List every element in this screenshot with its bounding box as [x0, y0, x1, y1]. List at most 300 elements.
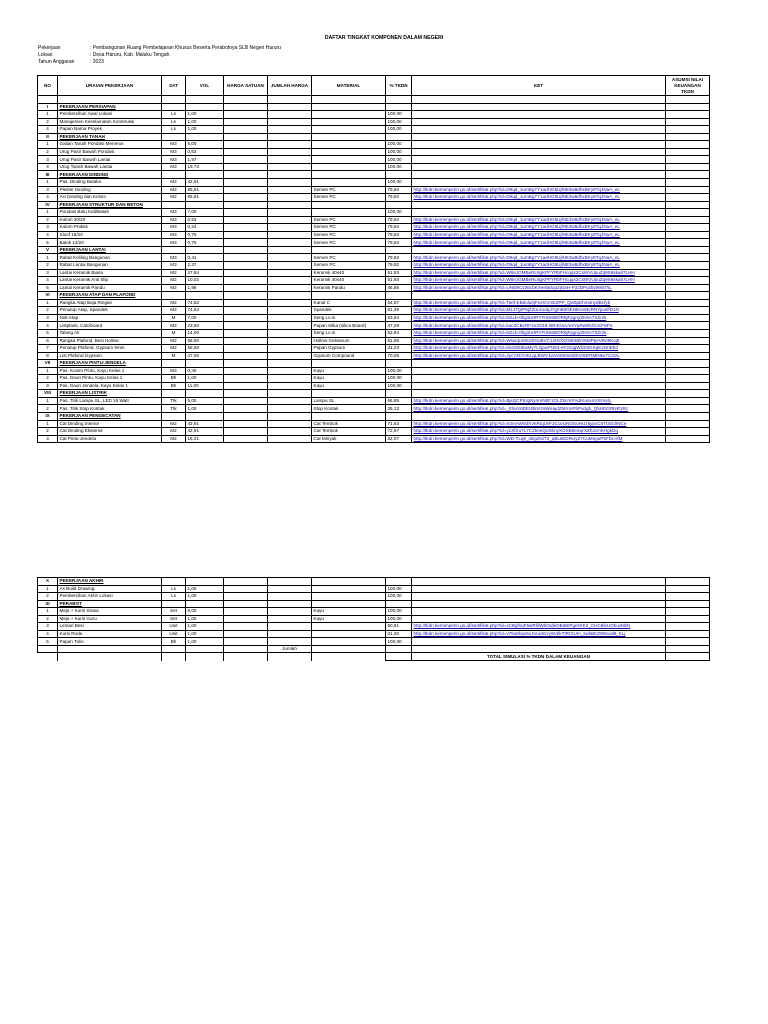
cell-no: I — [38, 103, 58, 111]
cell-vol: 58,50 — [186, 337, 224, 345]
cell-jumlah-harga — [268, 179, 312, 187]
section-row — [38, 292, 710, 300]
cell-tkdn: 100,00 — [386, 585, 412, 593]
cell-uraian: PEKERJAAN PENGECATAN — [58, 412, 162, 420]
cell-material — [312, 201, 386, 209]
cell-jumlah-harga — [268, 126, 312, 134]
table-row — [38, 163, 710, 171]
cell-tkdn — [386, 600, 412, 608]
cell-no: 3 — [38, 224, 58, 232]
cell-harga-satuan — [224, 600, 268, 608]
cell-harga-satuan — [224, 578, 268, 586]
cell-tkdn: 64,67 — [386, 299, 412, 307]
cell-harga-satuan — [224, 375, 268, 383]
cell-ket — [412, 103, 666, 111]
cell-jumlah-harga — [268, 390, 312, 398]
cell-asumsi — [666, 307, 710, 315]
cell-tkdn — [386, 412, 412, 420]
cell-ket — [412, 638, 666, 646]
cell-jumlah-harga — [268, 216, 312, 224]
cell-uraian: Kursi Roda — [58, 630, 162, 638]
cell-no: 2 — [38, 405, 58, 413]
certificate-link[interactable]: http://tkdn.kemenperin.go.id/sertifikat.php?id=W8eJGMBeRL8gKPFYRbFHcqqs2CsWVUpuZq9S6ska67LHH — [413, 277, 635, 283]
cell-ket — [412, 118, 666, 126]
section-row — [38, 578, 710, 586]
cell-jumlah-harga — [268, 307, 312, 315]
cell-ket — [412, 322, 666, 330]
cell-sat: M — [162, 352, 186, 360]
cell-sat: M3 — [162, 224, 186, 232]
cell-ket — [412, 360, 666, 368]
cell-tkdn: 60,81 — [386, 623, 412, 631]
cell-harga-satuan — [224, 231, 268, 239]
cell-no: 6 — [38, 337, 58, 345]
cell-vol: 42,91 — [186, 428, 224, 436]
table-row — [38, 630, 710, 638]
tkdn-table-second — [37, 577, 710, 661]
cell-jumlah-harga — [268, 292, 312, 300]
table-row — [38, 352, 710, 360]
cell-asumsi — [666, 292, 710, 300]
section-row — [38, 600, 710, 608]
cell-vol: 85,81 — [186, 194, 224, 202]
certificate-link[interactable]: http://tkdn.kemenperin.go.id/sertifikat.php?id=D9qd_1umBg7Y1adHG8UjlNE3w8dhxBrry8TqJNaA_eL — [413, 262, 620, 268]
cell-vol: 74,62 — [186, 299, 224, 307]
col-header-vol: VOL — [186, 76, 224, 96]
cell-no: 1 — [38, 209, 58, 217]
table-row — [38, 585, 710, 593]
cell-sat: Bh — [162, 638, 186, 646]
cell-tkdn: 51,93 — [386, 277, 412, 285]
certificate-link[interactable]: http://tkdn.kemenperin.go.id/sertifikat.php?id=UNi05Cv36cbKXeela0qu2jGaH-P3JDPuzbvlWii07iL — [413, 284, 612, 290]
cell-ket — [412, 148, 666, 156]
cell-ket — [412, 329, 666, 337]
cell-harga-satuan — [224, 209, 268, 217]
cell-harga-satuan — [224, 201, 268, 209]
cell-jumlah-harga — [268, 103, 312, 111]
cell-harga-satuan — [224, 299, 268, 307]
table-row — [38, 111, 710, 119]
cell-vol — [186, 360, 224, 368]
cell-harga-satuan — [224, 148, 268, 156]
cell-no: VI — [38, 292, 58, 300]
cell-uraian: Kolom 20/20 — [58, 216, 162, 224]
meta-lokasi: Lokasi : Desa Haruru, Kab. Maluku Tengah — [38, 52, 170, 58]
cell-ket — [412, 126, 666, 134]
certificate-link[interactable]: http://tkdn.kemenperin.go.id/sertifikat.php?id=D9qd_1umBg7Y1adHG8UjlNE3w8dhxBrry8TqJNaA_eL — [413, 231, 620, 237]
cell-jumlah-harga — [268, 163, 312, 171]
certificate-link[interactable]: http://tkdn.kemenperin.go.id/sertifikat.php?id=D9qd_1umBg7Y1adHG8UjlNE3w8dhxBrry8TqJNaA_eL — [413, 239, 620, 245]
cell-tkdn — [386, 360, 412, 368]
table-row — [38, 345, 710, 353]
cell-sat — [162, 133, 186, 141]
cell-no: 5 — [38, 638, 58, 646]
cell-harga-satuan — [224, 171, 268, 179]
cell-tkdn: 100,00 — [386, 163, 412, 171]
cell-no: 2 — [38, 593, 58, 601]
cell-harga-satuan — [224, 126, 268, 134]
certificate-link[interactable]: http://tkdn.kemenperin.go.id/sertifikat.php?id=bGLb-0bg1bHRYFr6S6BOR6jFpgnyZK9A7SZrzk — [413, 314, 607, 320]
certificate-link[interactable]: http://tkdn.kemenperin.go.id/sertifikat.php?id=_E5uX6DEUBmIzsWiHqdZMYmPbPvdgb_Q5HDGRNR1Rc — [413, 405, 629, 411]
certificate-link[interactable]: http://tkdn.kemenperin.go.id/sertifikat.php?id=D9qd_1umBg7Y1adHG8UjlNE3w8dhxBrry8TqJNaA_eL — [413, 254, 620, 260]
cell-asumsi — [666, 329, 710, 337]
cell-vol: 0,75 — [186, 231, 224, 239]
certificate-link[interactable]: http://tkdn.kemenperin.go.id/sertifikat.php?id=bGLb-0bg1bHRYFr6S6BOR6jFpgnyZK9A7SZrzk — [413, 330, 607, 336]
cell-ket — [412, 352, 666, 360]
cell-ket — [412, 615, 666, 623]
cell-harga-satuan — [224, 615, 268, 623]
cell-jumlah-harga — [268, 201, 312, 209]
table-header-spacer — [38, 96, 710, 104]
cell-no: VII — [38, 360, 58, 368]
cell-material — [312, 623, 386, 631]
cell-tkdn — [386, 292, 412, 300]
cell-sat: M2 — [162, 420, 186, 428]
cell-no: VIII — [38, 390, 58, 398]
table-header-row — [38, 76, 710, 96]
cell-uraian: Nok Atap — [58, 314, 162, 322]
certificate-link[interactable]: http://tkdn.kemenperin.go.id/sertifikat.php?id=S4mAW0dXVkRIqUvF2CuvUNOSuHUz5ypcC6TI3GdINCe — [413, 420, 627, 426]
cell-tkdn: 79,92 — [386, 194, 412, 202]
cell-sat: Ttk — [162, 397, 186, 405]
cell-asumsi — [666, 615, 710, 623]
cell-vol: 74,62 — [186, 307, 224, 315]
cell-asumsi — [666, 194, 710, 202]
cell-tkdn: 100,00 — [386, 126, 412, 134]
cell-tkdn: 79,92 — [386, 186, 412, 194]
cell-sat: Set — [162, 615, 186, 623]
certificate-link[interactable]: http://tkdn.kemenperin.go.id/sertifikat.php?id=WD-TLq8_oEgZsiiT2_qBLkEDRUyZ7CuMeguP5FDcAfM — [413, 435, 623, 441]
table-row — [38, 254, 710, 262]
cell-asumsi — [666, 269, 710, 277]
cell-asumsi — [666, 118, 710, 126]
table-row — [38, 179, 710, 187]
cell-sat: M2 — [162, 428, 186, 436]
cell-sat: M2 — [162, 194, 186, 202]
cell-sat: M3 — [162, 239, 186, 247]
cell-vol: 1,00 — [186, 111, 224, 119]
cell-sat — [162, 412, 186, 420]
cell-uraian: PEKERJAAN STRUKTUR DAN BETON — [58, 201, 162, 209]
cell-no: XI — [38, 600, 58, 608]
table-row — [38, 397, 710, 405]
cell-asumsi — [666, 148, 710, 156]
cell-jumlah-harga — [268, 186, 312, 194]
cell-harga-satuan — [224, 608, 268, 616]
cell-tkdn — [386, 201, 412, 209]
cell-sat: M — [162, 329, 186, 337]
cell-no: 3 — [38, 435, 58, 443]
cell-sat — [162, 103, 186, 111]
cell-no: 8 — [38, 352, 58, 360]
cell-material: Kayu — [312, 615, 386, 623]
table-row — [38, 148, 710, 156]
certificate-link[interactable]: http://tkdn.kemenperin.go.id/sertifikat.php?id=2yc74k7HKLqLBWV1wVn5WSe5lXVr8ZFtMD6w7Ci2zL — [413, 352, 620, 358]
cell-harga-satuan — [224, 284, 268, 292]
certificate-link[interactable]: http://tkdn.kemenperin.go.id/sertifikat.php?id=BjsQCP5JgNy4nrN0F1GLZ5crKFAdIKusvnVSIrsvlL — [413, 398, 612, 403]
cell-tkdn: 100,00 — [386, 141, 412, 149]
cell-tkdn: 100,00 — [386, 382, 412, 390]
cell-uraian: PEKERJAAN AKHIR — [58, 578, 162, 586]
cell-sat: M2 — [162, 307, 186, 315]
cell-material: Semen PC — [312, 254, 386, 262]
cell-asumsi — [666, 578, 710, 586]
cell-vol: 1,98 — [186, 284, 224, 292]
cell-material: Kayu — [312, 375, 386, 383]
cell-jumlah-harga — [268, 405, 312, 413]
cell-asumsi — [666, 314, 710, 322]
cell-jumlah-harga — [268, 277, 312, 285]
cell-vol: 2,37 — [186, 262, 224, 270]
cell-no: X — [38, 578, 58, 586]
cell-vol — [186, 578, 224, 586]
cell-jumlah-harga — [268, 314, 312, 322]
col-header-material: MATERIAL — [312, 76, 386, 96]
total-row — [38, 653, 710, 661]
cell-asumsi — [666, 428, 710, 436]
cell-jumlah-harga — [268, 638, 312, 646]
cell-material: Semen PC — [312, 186, 386, 194]
cell-sat: M2 — [162, 435, 186, 443]
cell-tkdn: 100,00 — [386, 367, 412, 375]
cell-ket — [412, 216, 666, 224]
cell-uraian: List Plafond Gypsum — [58, 352, 162, 360]
cell-sat: M3 — [162, 367, 186, 375]
cell-ket — [412, 428, 666, 436]
table-row — [38, 307, 710, 315]
cell-jumlah-harga — [268, 322, 312, 330]
cell-no: V — [38, 246, 58, 254]
cell-tkdn: 79,92 — [386, 239, 412, 247]
certificate-link[interactable]: http://tkdn.kemenperin.go.id/sertifikat.php?id=y1XfXu7L7C2beeQoSbnyXOSB8eSqrXZhJcmKHgkDq — [413, 428, 618, 434]
cell-no: 4 — [38, 126, 58, 134]
cell-vol: 1,00 — [186, 375, 224, 383]
cell-no: 1 — [38, 420, 58, 428]
table-row — [38, 608, 710, 616]
cell-tkdn: 100,00 — [386, 638, 412, 646]
cell-no: 3 — [38, 314, 58, 322]
cell-jumlah-harga — [268, 397, 312, 405]
cell-ket — [412, 630, 666, 638]
cell-material: Keramik 40x40 — [312, 269, 386, 277]
cell-jumlah-harga — [268, 345, 312, 353]
cell-tkdn — [386, 578, 412, 586]
cell-vol — [186, 390, 224, 398]
cell-sat: M2 — [162, 337, 186, 345]
tkdn-table-main — [37, 75, 710, 443]
col-header-ket: KET — [412, 76, 666, 96]
cell-ket — [412, 179, 666, 187]
cell-vol — [186, 412, 224, 420]
cell-sat: Ttk — [162, 405, 186, 413]
cell-material: Stop Kontak — [312, 405, 386, 413]
cell-jumlah-harga — [268, 246, 312, 254]
cell-no: 1 — [38, 367, 58, 375]
cell-asumsi — [666, 352, 710, 360]
cell-uraian: Penutup Plafond, Gypsum 9mm — [58, 345, 162, 353]
cell-uraian: Urug Pasir Bawah Pondasi — [58, 148, 162, 156]
cell-tkdn: 51,93 — [386, 269, 412, 277]
certificate-link[interactable]: http://tkdn.kemenperin.go.id/sertifikat.php?id=xCBgfsqF5wRfdWbOqfeDBi5EPgeOrK2_CHC6ibUOhuvNbN — [413, 623, 631, 629]
cell-material: Semen PC — [312, 231, 386, 239]
certificate-link[interactable]: http://tkdn.kemenperin.go.id/sertifikat.php?id=W8eJGMBeRL8gKPFYRbFHcqqs2CsWVUpuZq9S6ska67LHH — [413, 269, 635, 275]
table-row — [38, 269, 710, 277]
cell-asumsi — [666, 284, 710, 292]
cell-uraian: Rangka Atap Baja Ringan — [58, 299, 162, 307]
cell-vol: 85,81 — [186, 186, 224, 194]
cell-asumsi — [666, 133, 710, 141]
cell-jumlah-harga — [268, 156, 312, 164]
cell-harga-satuan — [224, 435, 268, 443]
cell-harga-satuan — [224, 156, 268, 164]
cell-material — [312, 390, 386, 398]
certificate-link[interactable]: http://tkdn.kemenperin.go.id/sertifikat.php?id=v75u5fqoi5vJVuu9Cry9VbkTtRCtUm_swkBKZ90sual8_KLj — [413, 630, 626, 636]
cell-asumsi — [666, 435, 710, 443]
table-row — [38, 262, 710, 270]
cell-harga-satuan — [224, 277, 268, 285]
cell-jumlah-harga — [268, 600, 312, 608]
cell-no: 2 — [38, 307, 58, 315]
cell-vol: 7,00 — [186, 314, 224, 322]
cell-harga-satuan — [224, 352, 268, 360]
cell-ket — [412, 156, 666, 164]
cell-harga-satuan — [224, 345, 268, 353]
cell-jumlah-harga — [268, 224, 312, 232]
cell-asumsi — [666, 179, 710, 187]
cell-asumsi — [666, 623, 710, 631]
table-row — [38, 231, 710, 239]
certificate-link[interactable]: http://tkdn.kemenperin.go.id/sertifikat.php?id=D9qd_1umBg7Y1adHG8UjlNE3w8dhxBrry8TqJNaA_eL — [413, 216, 620, 222]
cell-no: 2 — [38, 262, 58, 270]
cell-asumsi — [666, 412, 710, 420]
cell-harga-satuan — [224, 194, 268, 202]
cell-ket — [412, 262, 666, 270]
table-row — [38, 329, 710, 337]
cell-material — [312, 593, 386, 601]
cell-sat: M3 — [162, 262, 186, 270]
certificate-link[interactable]: http://tkdn.kemenperin.go.id/sertifikat.php?id=kacZCBcRF4oJG48-l4R4GsAArsYuRw9hzDJcF8P4 — [413, 322, 613, 328]
certificate-link[interactable]: http://tkdn.kemenperin.go.id/sertifikat.php?id=D9qd_1umBg7Y1adHG8UjlNE3w8dhxBrry8TqJNaA_eL — [413, 224, 620, 230]
cell-jumlah-harga — [268, 284, 312, 292]
cell-vol: 1,00 — [186, 638, 224, 646]
cell-ket — [412, 397, 666, 405]
certificate-link[interactable]: http://tkdn.kemenperin.go.id/sertifikat.php?id=Ta0f-EBdolu0jFe2GVmkZPP_Qw5pEhmdnydB1fyb — [413, 299, 611, 305]
cell-no: 2 — [38, 428, 58, 436]
cell-uraian: Lemari Besi — [58, 623, 162, 631]
cell-tkdn: 79,92 — [386, 224, 412, 232]
cell-uraian: Cat Dinding Eksterior — [58, 428, 162, 436]
certificate-link[interactable]: http://tkdn.kemenperin.go.id/sertifikat.php?id=bicDbl0bwMy7LQpuPNS4-eF2zqgWlz03GKgEJsmEbd — [413, 345, 618, 351]
cell-uraian: Talang Air — [58, 329, 162, 337]
cell-material — [312, 630, 386, 638]
cell-material — [312, 126, 386, 134]
cell-harga-satuan — [224, 337, 268, 345]
cell-harga-satuan — [224, 246, 268, 254]
cell-vol: 1,00 — [186, 405, 224, 413]
cell-harga-satuan — [224, 420, 268, 428]
cell-no: 2 — [38, 216, 58, 224]
cell-ket — [412, 390, 666, 398]
cell-material — [312, 412, 386, 420]
cell-ket — [412, 299, 666, 307]
cell-asumsi — [666, 585, 710, 593]
cell-jumlah-harga — [268, 608, 312, 616]
certificate-link[interactable]: http://tkdn.kemenperin.go.id/sertifikat.php?id=Wsacp4SKdZGuBVC12HOXZSE5tDVMdPpeVRe9KvjE — [413, 337, 620, 343]
cell-uraian: Aci Dinding dan Kolom — [58, 194, 162, 202]
table-row — [38, 209, 710, 217]
cell-tkdn: 79,92 — [386, 254, 412, 262]
table-row — [38, 299, 710, 307]
cell-sat: M — [162, 314, 186, 322]
cell-material — [312, 638, 386, 646]
cell-asumsi — [666, 299, 710, 307]
cell-material — [312, 133, 386, 141]
certificate-link[interactable]: http://tkdn.kemenperin.go.id/sertifikat.php?id=D9qd_1umBg7Y1adHG8UjlNE3w8dhxBrry8TqJNaA_eL — [413, 186, 620, 192]
cell-ket — [412, 163, 666, 171]
cell-harga-satuan — [224, 307, 268, 315]
cell-vol — [186, 103, 224, 111]
cell-uraian: Cat Pintu-Jendela — [58, 435, 162, 443]
cell-harga-satuan — [224, 163, 268, 171]
cell-material — [312, 209, 386, 217]
cell-asumsi — [666, 224, 710, 232]
cell-tkdn: 72,87 — [386, 428, 412, 436]
cell-ket — [412, 231, 666, 239]
cell-sat — [162, 292, 186, 300]
cell-harga-satuan — [224, 638, 268, 646]
cell-ket — [412, 420, 666, 428]
table-row — [38, 314, 710, 322]
cell-harga-satuan — [224, 405, 268, 413]
cell-harga-satuan — [224, 224, 268, 232]
cell-no: 1 — [38, 141, 58, 149]
cell-harga-satuan — [224, 390, 268, 398]
table-row — [38, 337, 710, 345]
certificate-link[interactable]: http://tkdn.kemenperin.go.id/sertifikat.php?id=D9qd_1umBg7Y1adHG8UjlNE3w8dhxBrry8TqJNaA_eL — [413, 194, 620, 200]
cell-harga-satuan — [224, 397, 268, 405]
cell-vol: 10,02 — [186, 277, 224, 285]
cell-uraian: Lantai Keramik Biasa — [58, 269, 162, 277]
cell-ket — [412, 608, 666, 616]
cell-no: 5 — [38, 239, 58, 247]
col-header-asumsi: ASUMSI NILAI KEUANGAN TKDN — [666, 76, 710, 96]
cell-uraian: Urug Tanah Bawah Lantai — [58, 163, 162, 171]
cell-asumsi — [666, 163, 710, 171]
cell-harga-satuan — [224, 262, 268, 270]
cell-uraian: Pas. Daun Jendela, Kayu Kelas 1 — [58, 382, 162, 390]
certificate-link[interactable]: http://tkdn.kemenperin.go.id/sertifikat.php?id=M1J7QiP6jZZuLk1dqJ7gmB0lsENEmxBvRNYpuslfD1N — [413, 307, 619, 313]
table-row — [38, 367, 710, 375]
cell-material — [312, 246, 386, 254]
cell-sat: M3 — [162, 209, 186, 217]
cell-ket — [412, 412, 666, 420]
cell-ket — [412, 337, 666, 345]
cell-sat: Unit — [162, 630, 186, 638]
cell-jumlah-harga — [268, 269, 312, 277]
cell-sat: M3 — [162, 141, 186, 149]
cell-vol — [186, 133, 224, 141]
total-label: TOTAL SIMULASI % TKDN DALAM KEUANGAN — [412, 653, 666, 661]
cell-ket — [412, 277, 666, 285]
cell-tkdn: 100,00 — [386, 615, 412, 623]
meta-tahun-anggaran: Tahun Anggaran : 2023 — [38, 59, 104, 65]
jumlah-row — [38, 645, 710, 653]
table-row — [38, 186, 710, 194]
cell-sat: M2 — [162, 186, 186, 194]
cell-sat: M2 — [162, 345, 186, 353]
cell-vol: 1,00 — [186, 118, 224, 126]
cell-material: Kayu — [312, 382, 386, 390]
